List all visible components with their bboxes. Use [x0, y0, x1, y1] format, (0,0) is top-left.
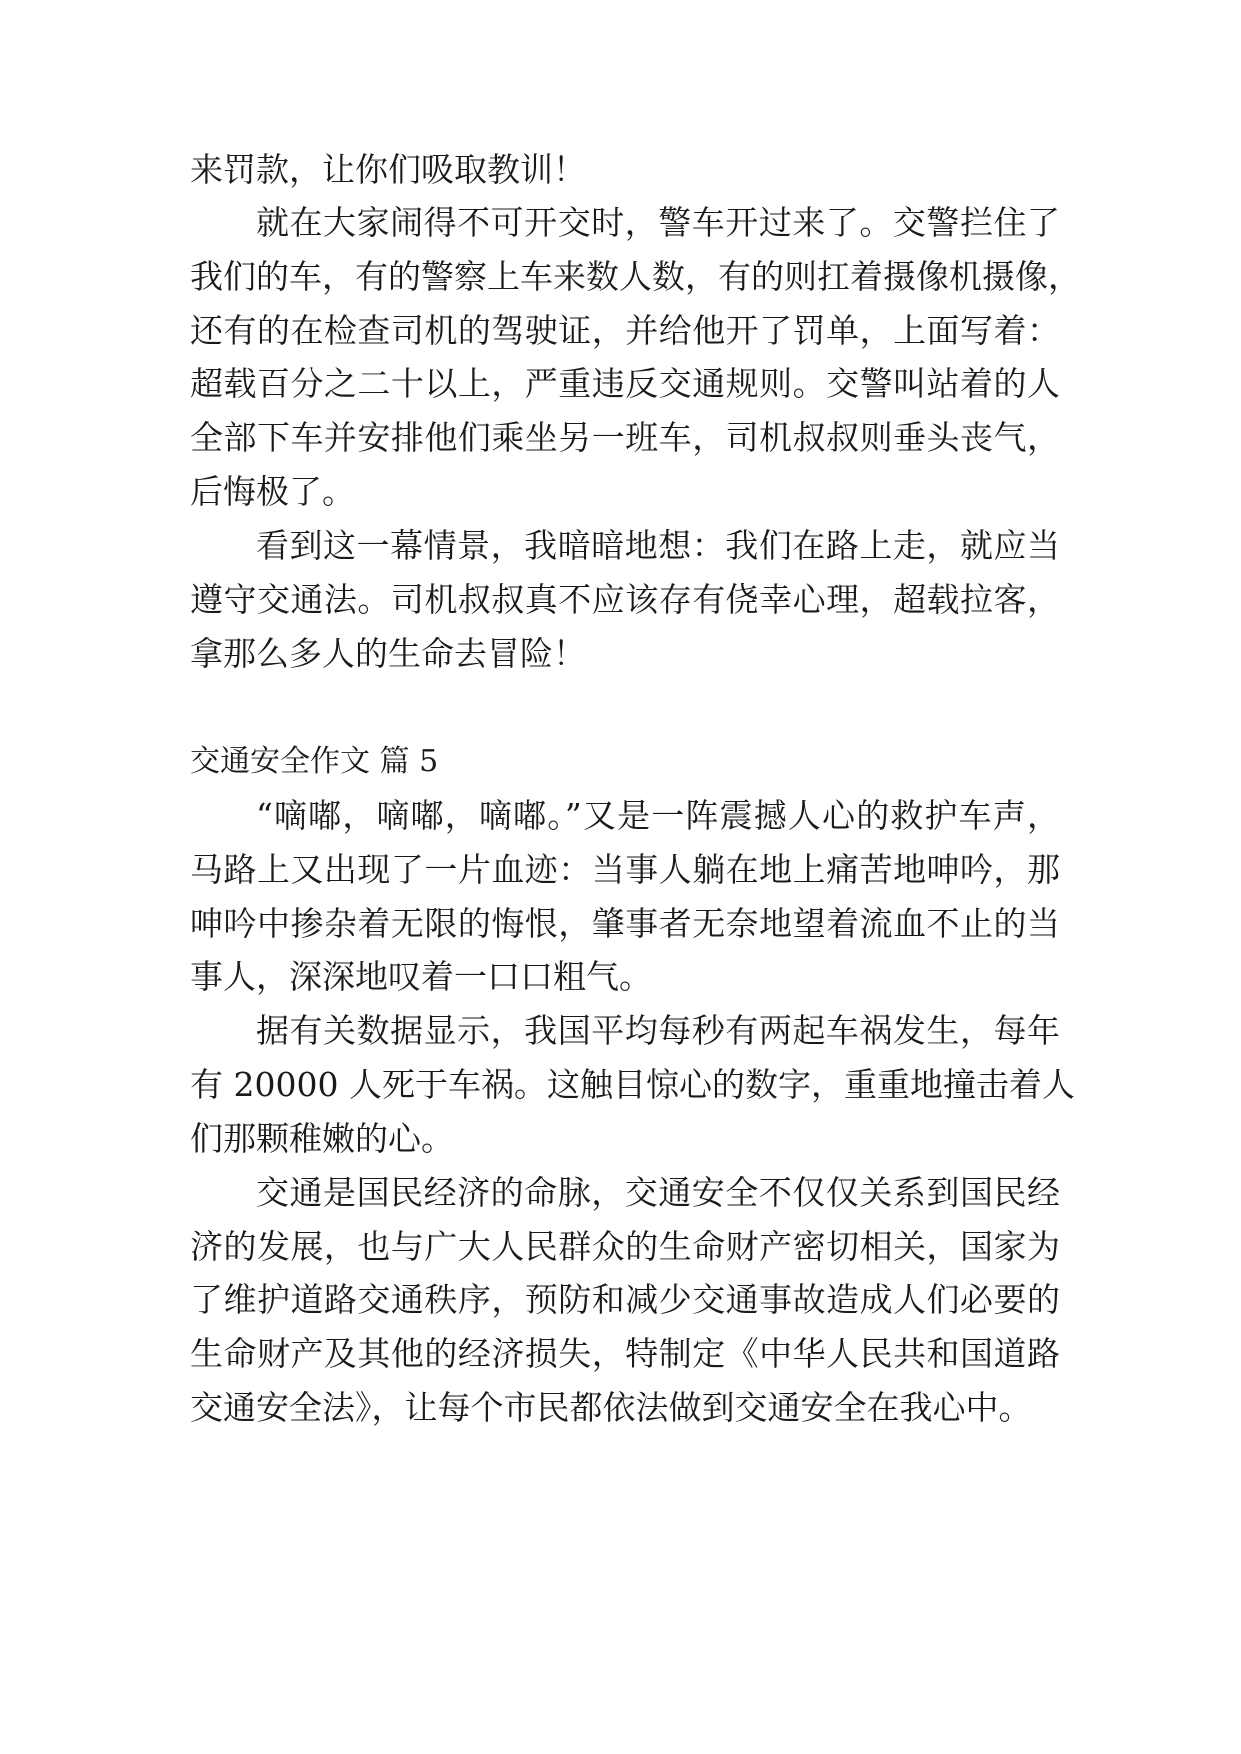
paragraph-line: 有 20000 人死于车祸。这触目惊心的数字，重重地撞击着人 [190, 1065, 1075, 1104]
paragraph-line: 据有关数据显示，我国平均每秒有两起车祸发生，每年 [256, 1011, 1060, 1050]
paragraph-line: “嘀嘟，嘀嘟，嘀嘟。”又是一阵震撼人心的救护车声， [256, 796, 1060, 835]
paragraph-line: 拿那么多人的生命去冒险！ [190, 634, 586, 673]
paragraph-line: 遵守交通法。司机叔叔真不应该存有侥幸心理，超载拉客， [190, 580, 1060, 619]
paragraph-line: 马路上又出现了一片血迹：当事人躺在地上痛苦地呻吟，那 [190, 850, 1060, 889]
paragraph-line: 济的发展，也与广大人民群众的生命财产密切相关，国家为 [190, 1227, 1060, 1266]
paragraph-line: 我们的车，有的警察上车来数人数，有的则扛着摄像机摄像， [190, 257, 1081, 296]
paragraph-line: 了维护道路交通秩序，预防和减少交通事故造成人们必要的 [190, 1280, 1060, 1319]
paragraph-line: 生命财产及其他的经济损失，特制定《中华人民共和国道路 [190, 1334, 1060, 1373]
paragraph-line: 就在大家闹得不可开交时，警车开过来了。交警拦住了 [256, 203, 1060, 242]
paragraph-line: 来罚款，让你们吸取教训！ [190, 150, 586, 189]
paragraph-line: 们那颗稚嫩的心。 [190, 1119, 454, 1158]
paragraph-line: 后悔极了。 [190, 472, 355, 511]
paragraph-line: 呻吟中掺杂着无限的悔恨，肇事者无奈地望着流血不止的当 [190, 904, 1060, 943]
paragraph-line: 看到这一幕情景，我暗暗地想：我们在路上走，就应当 [256, 526, 1060, 565]
section-heading: 交通安全作文 篇 5 [190, 744, 439, 779]
paragraph-line: 还有的在检查司机的驾驶证，并给他开了罚单，上面写着： [190, 311, 1060, 350]
paragraph-line: 交通安全法》，让每个市民都依法做到交通安全在我心中。 [190, 1388, 1032, 1427]
paragraph-line: 超载百分之二十以上，严重违反交通规则。交警叫站着的人 [190, 364, 1060, 403]
paragraph-line: 全部下车并安排他们乘坐另一班车，司机叔叔则垂头丧气， [190, 418, 1060, 457]
paragraph-line: 事人，深深地叹着一口口粗气。 [190, 957, 652, 996]
paragraph-line: 交通是国民经济的命脉，交通安全不仅仅关系到国民经 [256, 1173, 1060, 1212]
